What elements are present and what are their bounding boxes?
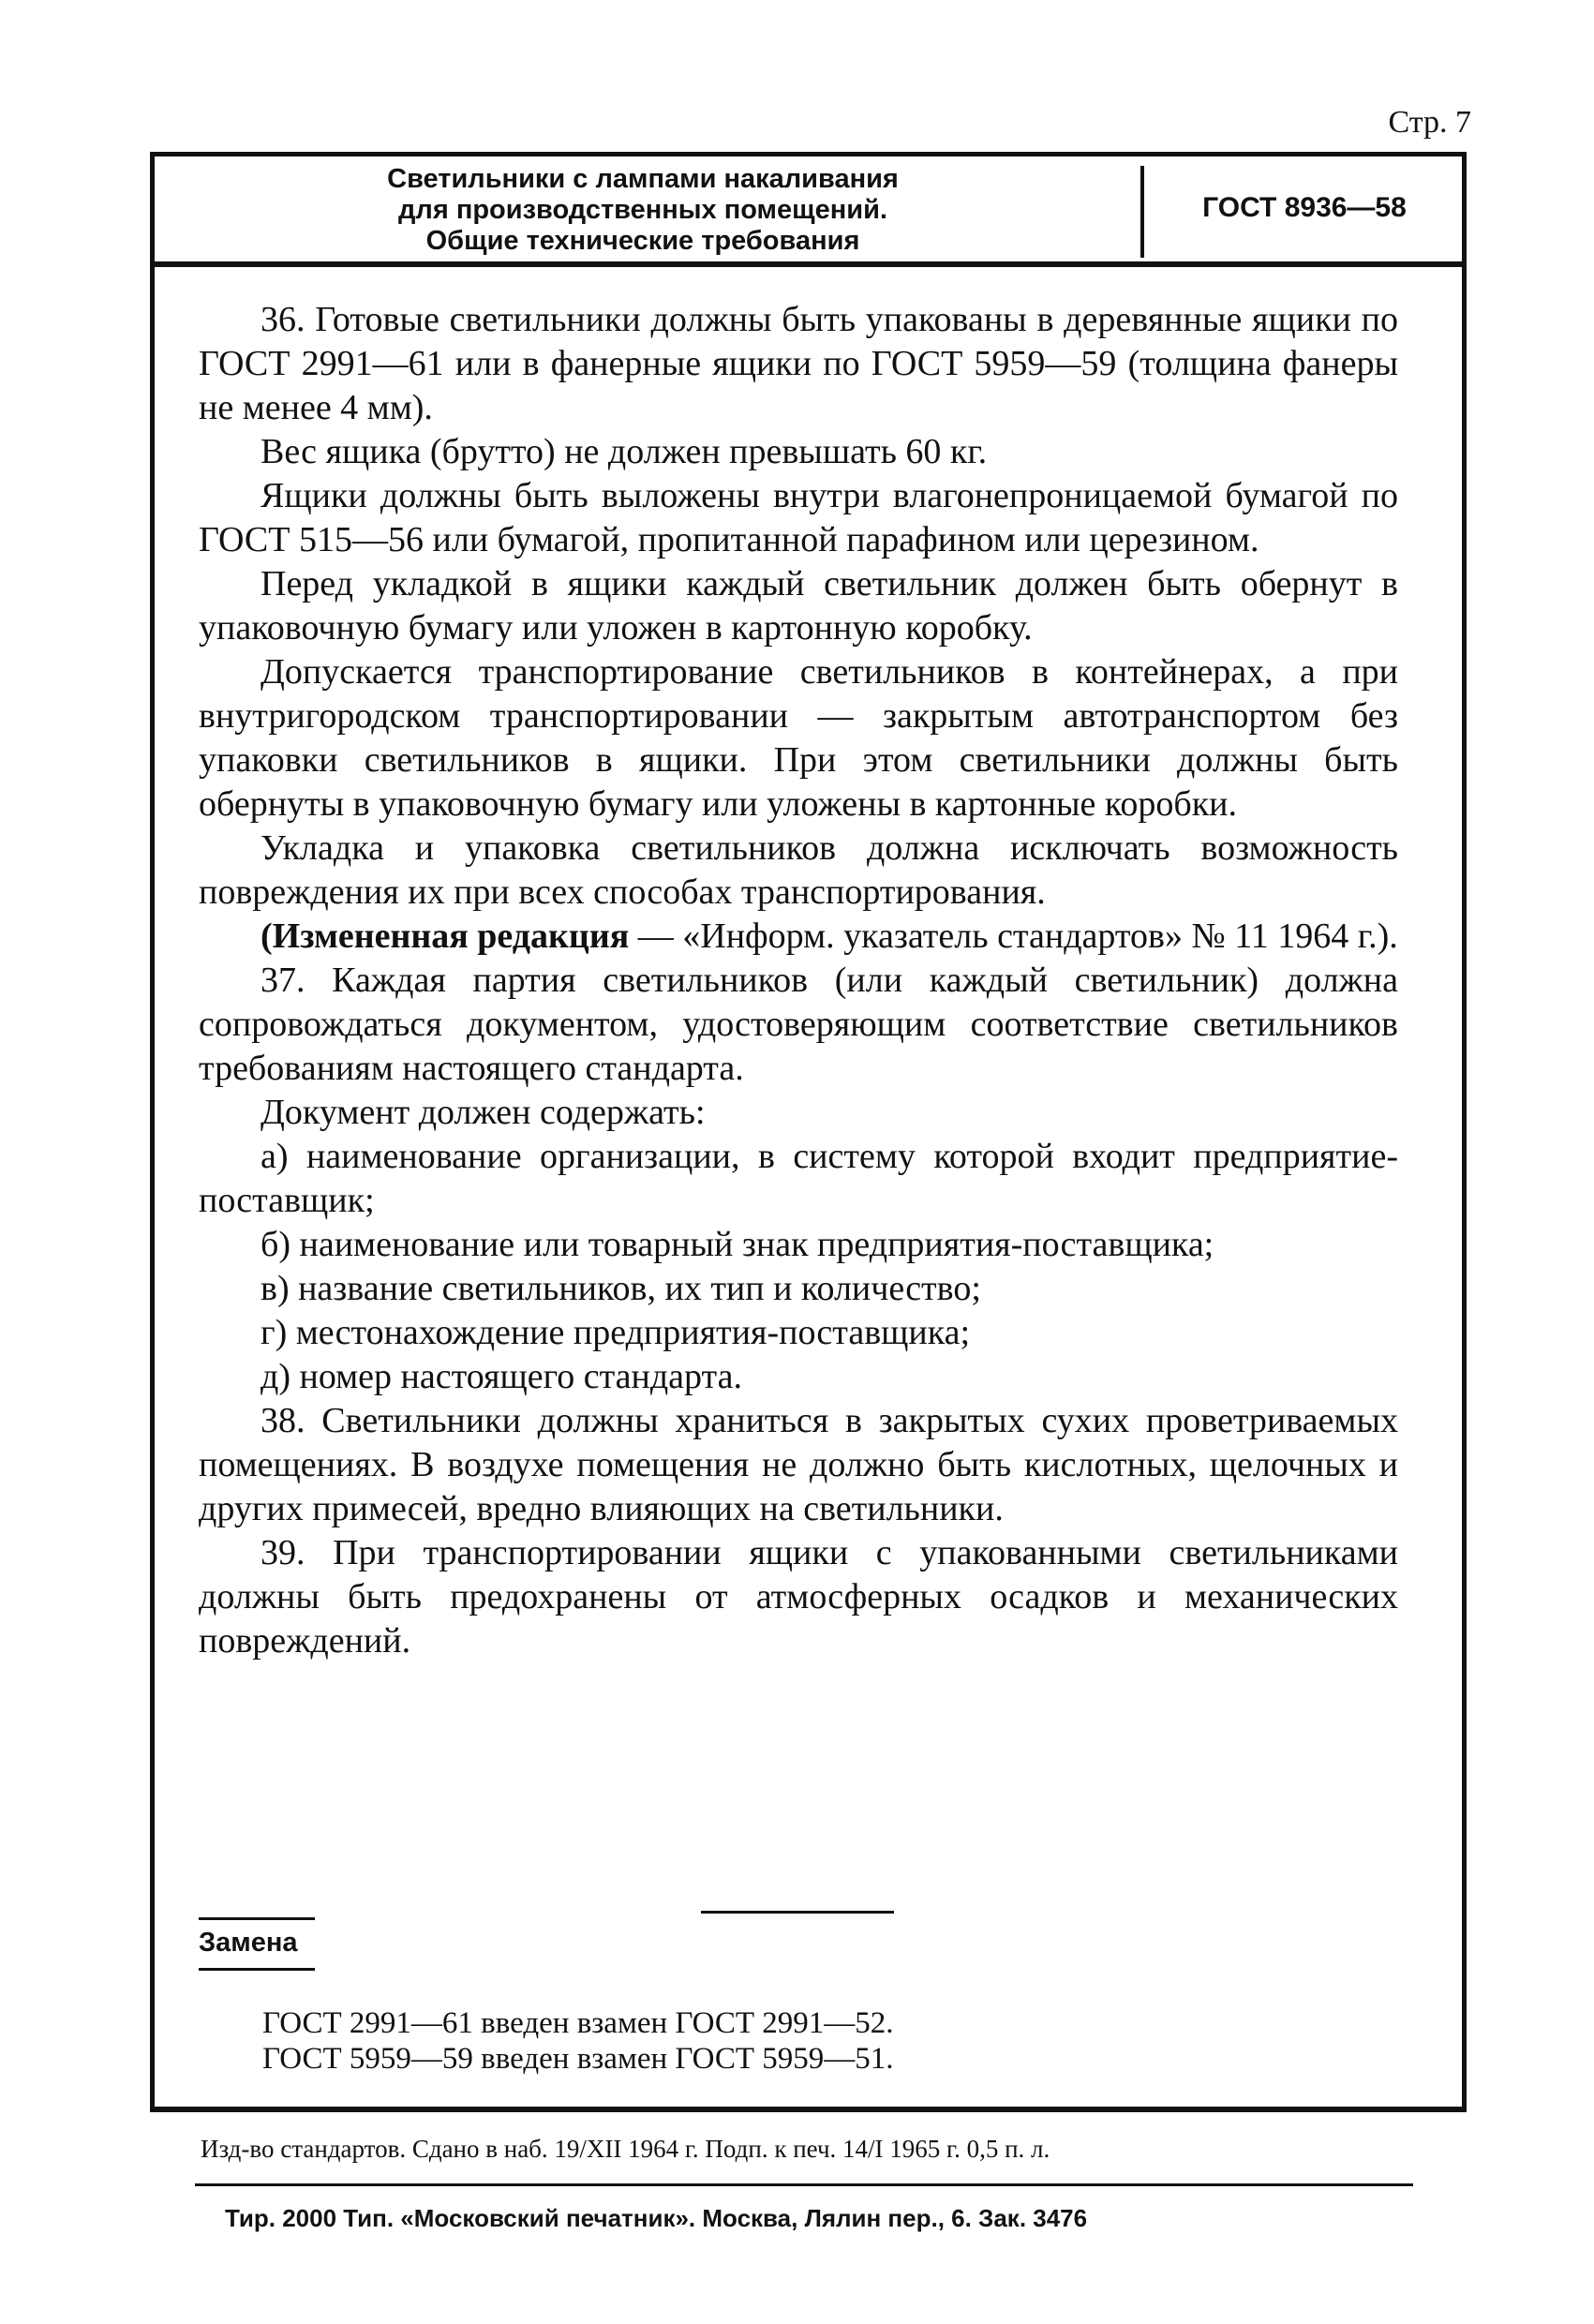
standard-title-line-1: Светильники с лампами накаливания [387, 164, 899, 194]
standard-header [155, 156, 1462, 267]
header-divider [1140, 166, 1144, 258]
replacement-line: ГОСТ 5959—59 введен взамен ГОСТ 5959—51. [262, 2042, 894, 2076]
list-item: б) наименование или товарный знак предприятия-поставщика; [261, 1225, 1214, 1264]
document-contents-list [199, 1135, 1398, 1399]
list-item: д) номер настоящего стандарта. [261, 1357, 742, 1396]
list-item: г) местонахождение предприятия-поставщика; [261, 1313, 971, 1352]
end-separator [701, 1911, 894, 1914]
replacement-line: ГОСТ 2991—61 введен взамен ГОСТ 2991—52. [262, 2006, 894, 2040]
page-number: Стр. 7 [1388, 105, 1471, 140]
standard-title [155, 164, 1131, 257]
imprint-rule [195, 2183, 1413, 2186]
standard-title-line-3: Общие технические требования [425, 226, 860, 256]
zamena-rule-top [199, 1917, 315, 1920]
replacement-list [262, 2005, 1106, 2077]
paragraph-38: 38. Светильники должны храниться в закрытых сухих проветриваемых помещениях. В воздухе помещения не должно быть кислотных, щелочных и других примесей, вредно влияющих на светильники. [199, 1401, 1398, 1528]
paragraph-36-packing: Укладка и упаковка светильников должна исключать возможность повреждения их при всех способах транспортирования. [199, 828, 1398, 912]
paragraph-36-transport: Допускается транспортирование светильников в контейнерах, а при внутригородском транспортировании — закрытым автотранспортом без упаковки светильников в ящики. При этом светильники должны быть обернуты в упаковочную бумагу или уложены в картонные коробки. [199, 652, 1398, 824]
amendment-label: (Измененная редакция [261, 916, 630, 956]
zamena-rule-bottom [199, 1968, 315, 1971]
document-body [199, 298, 1398, 1663]
paragraph-36-lining: Ящики должны быть выложены внутри влагонепроницаемой бумагой по ГОСТ 515—56 или бумагой, пропитанной парафином или церезином. [199, 476, 1398, 559]
paragraph-37-document: Документ должен содержать: [261, 1093, 706, 1132]
amendment-note [199, 915, 1398, 959]
amendment-source: — «Информ. указатель стандартов» № 11 1964 г.). [629, 916, 1398, 956]
list-item: в) название светильников, их тип и количество; [261, 1269, 981, 1308]
publisher-imprint: Изд-во стандартов. Сдано в наб. 19/XII 1964 г. Подп. к печ. 14/I 1965 г. 0,5 п. л. [201, 2135, 1050, 2163]
paragraph-39: 39. При транспортировании ящики с упакованными светильниками должны быть предохранены от атмосферных осадков и механических повреждений. [199, 1533, 1398, 1661]
printer-imprint: Тир. 2000 Тип. «Московский печатник». Москва, Лялин пер., 6. Зак. 3476 [225, 2204, 1088, 2232]
paragraph-36-weight: Вес ящика (брутто) не должен превышать 60 кг. [261, 432, 988, 471]
zamena-label: Замена [199, 1928, 298, 1958]
paragraph-36-wrapping: Перед укладкой в ящики каждый светильник должен быть обернут в упаковочную бумагу или уложен в картонную коробку. [199, 564, 1398, 648]
paragraph-37: 37. Каждая партия светильников (или каждый светильник) должна сопровождаться документом, удостоверяющим соответствие светильников требованиям настоящего стандарта. [199, 961, 1398, 1088]
standard-code: ГОСТ 8936—58 [1202, 192, 1407, 223]
frame-bottom-rule [150, 2107, 1467, 2112]
list-item: а) наименование организации, в систему которой входит предприятие-поставщик; [199, 1137, 1398, 1220]
paragraph-36: 36. Готовые светильники должны быть упакованы в деревянные ящики по ГОСТ 2991—61 или в фанерные ящики по ГОСТ 5959—59 (толщина фанеры не менее 4 мм). [199, 300, 1398, 427]
standard-title-line-2: для производственных помещений. [398, 195, 887, 225]
